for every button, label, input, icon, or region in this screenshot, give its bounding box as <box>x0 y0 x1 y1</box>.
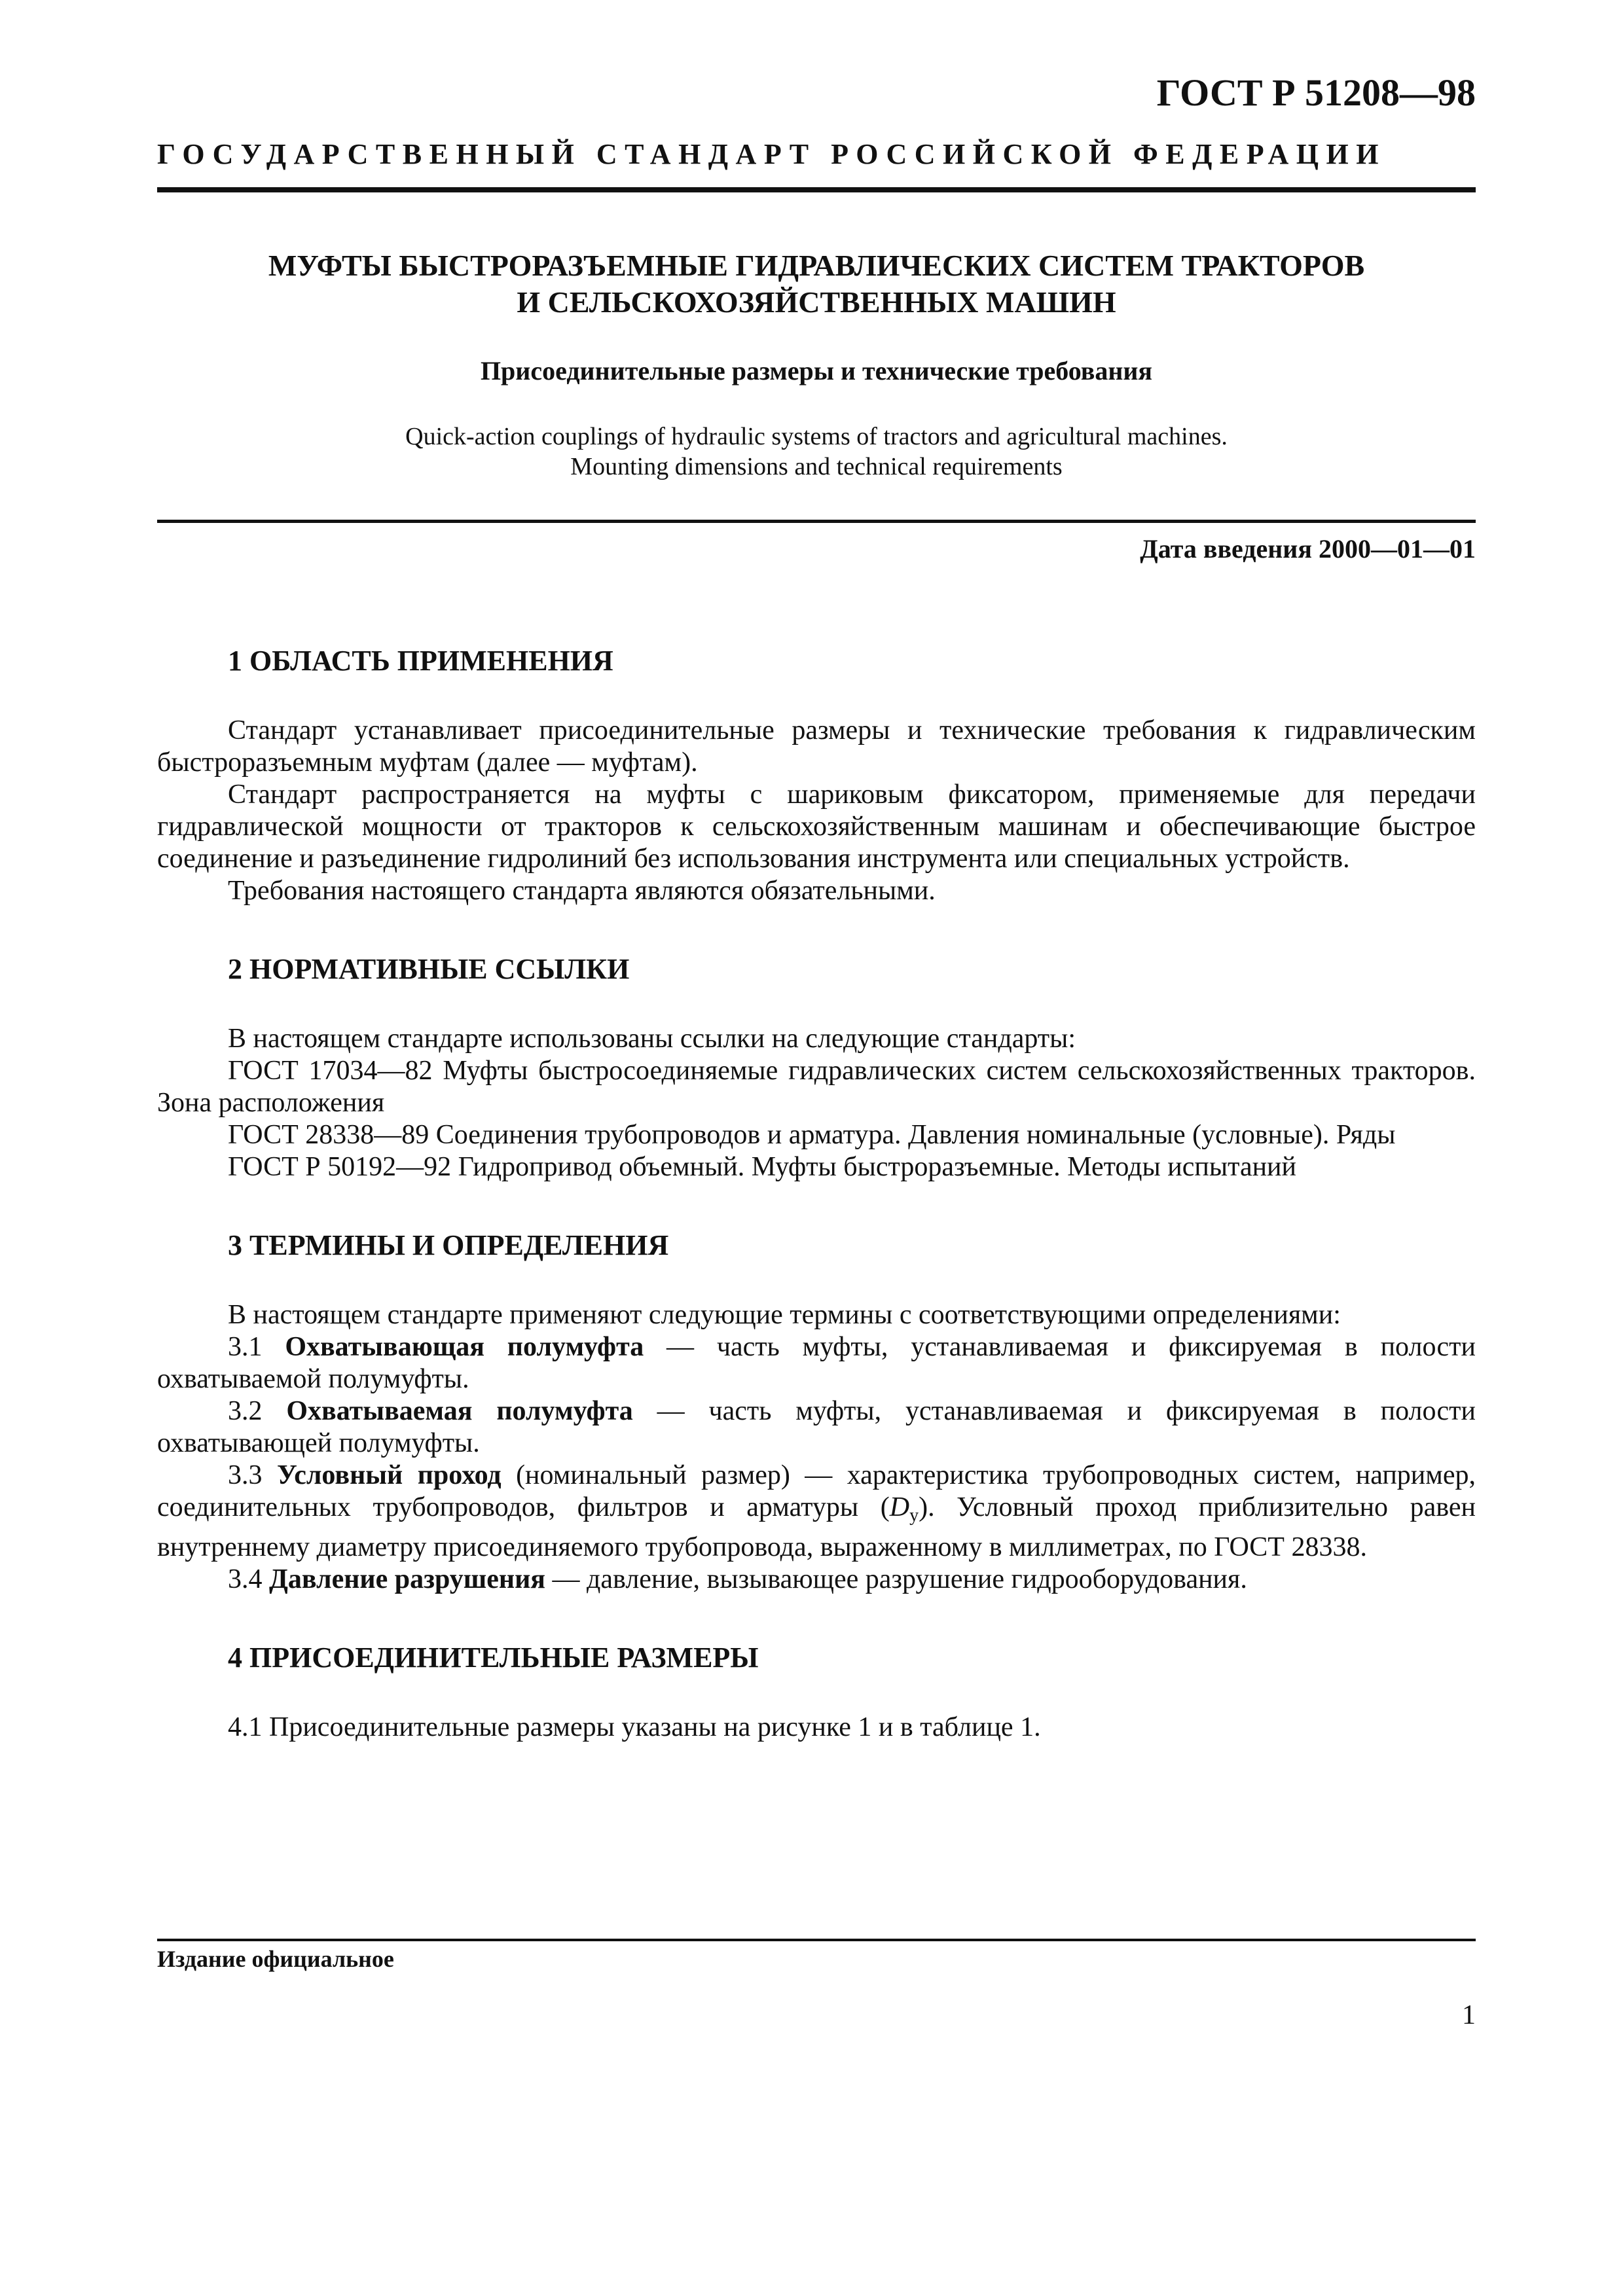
section-heading: 1 ОБЛАСТЬ ПРИМЕНЕНИЯ <box>228 645 613 677</box>
paragraph: В настоящем стандарте использованы ссылки на следующие стандарты: <box>228 1024 1076 1054</box>
footer-rule <box>157 1939 1476 1941</box>
section-mounting-dimensions <box>157 1641 1476 1744</box>
term-text: ). Условный проход приблизительно равен внутреннему диаметру присоединяемого трубопровода, выраженному в миллиметрах, по ГОСТ 28338. <box>157 1492 1476 1562</box>
title-russian <box>157 247 1476 321</box>
paragraph: Стандарт распространяется на муфты с шариковым фиксатором, применяемые для передачи гидравлической мощности от тракторов к сельскохозяйственным машинам и обеспечивающие быстрое соединение и разъединение гидролиний без использования инструмента или специальных устройств. <box>157 780 1476 874</box>
reference-item: ГОСТ 28338—89 Соединения трубопроводов и арматура. Давления номинальные (условные). Ряды <box>228 1120 1396 1150</box>
section-normative-references <box>157 953 1476 1183</box>
term-definition <box>157 1395 1476 1460</box>
symbol-d: D <box>889 1492 910 1522</box>
standard-designation: ГОСТ Р 51208—98 <box>1156 71 1476 114</box>
term-name: Охватываемая полумуфта <box>286 1396 633 1426</box>
subtitle-russian: Присоединительные размеры и технические требования <box>480 356 1153 386</box>
term-definition <box>157 1331 1476 1395</box>
title-russian-line-2: И СЕЛЬСКОХОЗЯЙСТВЕННЫХ МАШИН <box>517 285 1116 319</box>
title-english-line-2: Mounting dimensions and technical requirements <box>570 453 1063 480</box>
section-heading: 3 ТЕРМИНЫ И ОПРЕДЕЛЕНИЯ <box>228 1229 669 1261</box>
term-definition <box>157 1460 1476 1564</box>
section-heading: 4 ПРИСОЕДИНИТЕЛЬНЫЕ РАЗМЕРЫ <box>228 1641 759 1674</box>
title-english <box>157 422 1476 482</box>
page-number: 1 <box>1462 2000 1476 2030</box>
term-number: 3.1 <box>228 1332 263 1362</box>
term-name: Давление разрушения <box>269 1564 546 1594</box>
paragraph: 4.1 Присоединительные размеры указаны на рисунке 1 и в таблице 1. <box>228 1712 1041 1742</box>
section-terms-definitions <box>157 1229 1476 1596</box>
term-definition <box>157 1564 1476 1596</box>
paragraph: В настоящем стандарте применяют следующие термины с соответствующими определениями: <box>228 1300 1341 1330</box>
section-heading: 2 НОРМАТИВНЫЕ ССЫЛКИ <box>228 953 630 985</box>
term-name: Охватывающая полумуфта <box>285 1332 644 1362</box>
symbol-subscript: y <box>909 1505 919 1526</box>
term-number: 3.3 <box>228 1460 263 1490</box>
paragraph: Требования настоящего стандарта являются обязательными. <box>228 876 936 906</box>
introduction-date: Дата введения 2000—01—01 <box>1140 534 1476 564</box>
state-standard-banner: ГОСУДАРСТВЕННЫЙ СТАНДАРТ РОССИЙСКОЙ ФЕДЕРАЦИИ <box>157 138 1386 170</box>
term-number: 3.4 <box>228 1564 263 1594</box>
paragraph: Стандарт устанавливает присоединительные размеры и технические требования к гидравлическим быстроразъемным муфтам (далее — муфтам). <box>157 715 1476 778</box>
title-rule <box>157 520 1476 523</box>
reference-item: ГОСТ 17034—82 Муфты быстросоединяемые гидравлических систем сельскохозяйственных тракторов. Зона расположения <box>157 1056 1476 1118</box>
term-number: 3.2 <box>228 1396 263 1426</box>
term-text: — часть муфты, устанавливаемая и фиксируемая в полости охватывающей полумуфты. <box>157 1396 1476 1458</box>
reference-item: ГОСТ Р 50192—92 Гидропривод объемный. Муфты быстроразъемные. Методы испытаний <box>228 1152 1297 1182</box>
title-russian-line-1: МУФТЫ БЫСТРОРАЗЪЕМНЫЕ ГИДРАВЛИЧЕСКИХ СИСТЕМ ТРАКТОРОВ <box>268 249 1365 282</box>
title-english-line-1: Quick-action couplings of hydraulic systems of tractors and agricultural machines. <box>405 423 1228 450</box>
header-rule <box>157 187 1476 192</box>
term-name: Условный проход <box>276 1460 501 1490</box>
term-text: — часть муфты, устанавливаемая и фиксируемая в полости охватываемой полумуфты. <box>157 1332 1476 1394</box>
document-body <box>157 645 1476 1789</box>
official-edition-label: Издание официальное <box>157 1946 394 1972</box>
title-block <box>157 247 1476 482</box>
term-text: — давление, вызывающее разрушение гидрооборудования. <box>545 1564 1247 1594</box>
section-scope <box>157 645 1476 907</box>
term-text: (номинальный размер) — характеристика трубопроводных систем, например, соединительных трубопроводов, фильтров и арматуры ( <box>157 1460 1476 1522</box>
